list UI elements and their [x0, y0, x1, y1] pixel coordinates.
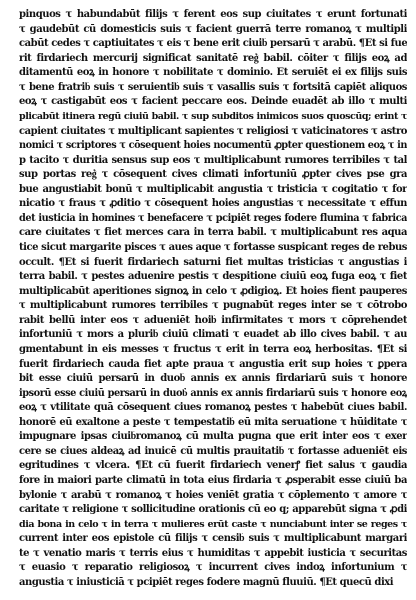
text-line: bue angustiabit bonū τ multiplicabit angustia τ tristicia τ cogitatio τ for [19, 183, 407, 195]
text-line: nicatio τ fraus τ ꝓditio τ cōsequent hoies angustias τ necessitate τ effun [19, 198, 407, 210]
text-line: eoꝝ τ vtilitate quā cōsequent ciues romanoꝝ pestes τ habebūt ciues babil. [19, 402, 407, 414]
text-line: capient ciuitates τ multiplicant sapientes τ religiosi τ vaticinatores τ astro [19, 125, 407, 137]
text-line: cabūt cedes τ captiuitates τ eis τ bene erit ciuib͛ persarū τ arabū. ¶Et si fue [19, 38, 407, 50]
text-line: gmentabunt in eis messes τ fructus τ erit in terra eoꝝ herbositas. ¶Et si [19, 343, 407, 355]
text-line: τ euasio τ reparatio religiosoꝝ τ incurrent cives indoꝝ infortunium τ [19, 562, 407, 574]
text-line: care ciuitates τ fiet merces cara in terra babil. τ multiplicabunt res aqua [19, 227, 407, 239]
text-line: rabit bellū inter eos τ adueniēt hoib͛ infirmitates τ mors τ cōprehendet [19, 314, 407, 326]
text-line: ditamentū eoꝝ in honore τ nobilitate τ dominio. Et seruiēt ei ex filijs suis [19, 67, 407, 79]
text-line: tice sicut margarite pisces τ aues aque τ fortasse suspicant reges de rebus [19, 242, 407, 253]
text-line: caritate τ religione τ sollicitudine orationis cū eo q; apparebūt signa τ ꝓdi [19, 504, 407, 516]
text-line: sup portas reg͛ τ cōsequent cives climati infortuniū ꝓpter cives pse gra [19, 169, 407, 181]
text-line: egritudines τ vlcera. ¶Et cū fuerit firdariech venerꝭ fiet salus τ gaudia [19, 460, 407, 472]
text-line: fuerit firdariech cauda fiet apte praua τ angustia erit sup hoies τ ꝑpera [19, 358, 407, 370]
text-line: dia bona in celo τ in terra τ mulieres erūt caste τ nunciabunt inter se reges τ [19, 518, 407, 530]
text-line: te τ venatio maris τ terris eius τ humiditas τ appebit iusticia τ securitas [19, 547, 407, 559]
text-line: det iusticia in homines τ benefacere τ pcipiēt reges fodere flumina τ fabrica [19, 212, 407, 224]
text-line: bit esse ciuiū persarū in duob͛ annis ex annis firdariarū suis τ honore [19, 373, 407, 385]
text-line: honorē eū exaltone a peste τ tempestatib͛ eū mita seruatione τ hūiditate τ [19, 416, 407, 428]
text-line: plicabūt itinera regū ciuiū babil. τ sup subditos inimicos suos quoscūq; erint τ [19, 110, 407, 122]
text-line: cere se ciues aldeaꝝ ad inuicē cū multis prauitatib͛ τ fortasse adueniēt eis [19, 445, 407, 457]
text-line: fore in maiori parte climatū in tota eius firdaria τ ꝓsperabit esse ciuiū ba [19, 475, 407, 486]
text-line: occult. ¶Et si fuerit firdariech saturni fiet multas tristicias τ angustias i [19, 256, 407, 268]
text-line: pinquos τ habundabūt filijs τ ferent eos sup ciuitates τ erunt fortunati [19, 9, 407, 20]
text-line: eoꝝ τ castigabūt eos τ facient peccare eos. Deinde euadēt ab illo τ multi [19, 96, 407, 108]
text-line: bylonie τ arabū τ romanoꝝ τ hoies veniēt gratia τ cōplemento τ amore τ [19, 489, 407, 501]
text-line: ipsorū esse ciuiū persarū in duob͛ annis ex annis firdariarū suis τ honore eoꝝ [19, 387, 407, 399]
text-line: terra babil. τ pestes aduenire pestis τ despitione ciuiū eoꝝ fuga eoꝝ τ fiet [19, 271, 407, 283]
text-line: rit firdariech mercurij significat sanitatē reg͛ babil. cōiter τ filijs eoꝝ ad [19, 52, 407, 64]
text-line: τ multiplicabunt rumores terribiles τ pugnabūt reges inter se τ cōtrobo [19, 300, 407, 312]
text-line: nomici τ scriptores τ cōsequent hoies nocumentū ꝓpter questionem eoꝝ τ in [19, 140, 407, 152]
text-line: current inter eos epistole cū filijs τ censib͛ suis τ multiplicabunt margari [19, 533, 407, 545]
text-line: angustia τ iniusticiā τ pcipiēt reges fodere magnū fluuiū. ¶Et quecū dixi [19, 576, 394, 588]
text-line: multiplicabūt aperitiones signoꝝ in celo τ ꝓdigioꝝ. Et hoies fient pauperes [19, 285, 407, 297]
text-column [19, 9, 407, 589]
text-line: τ bene fratrib͛ suis τ seruientib͛ suis τ vasallis suis τ fortsitā capiēt aliquos [19, 81, 407, 93]
text-line: infortuniū τ mors a plurib͛ ciuiū climati τ euadet ab illo cives babil. τ au [19, 329, 407, 341]
text-line: p tacito τ duritia sensus sup eos τ multiplicabunt rumores terribiles τ tal [19, 154, 407, 166]
text-line: τ gaudebūt cū domesticis suis τ facient guerrā terre romanoꝝ τ multipli [19, 23, 407, 35]
text-line: impugnare ipsas ciuib͛romanoꝝ cū multa pugna que erit inter eos τ exer [19, 431, 407, 443]
